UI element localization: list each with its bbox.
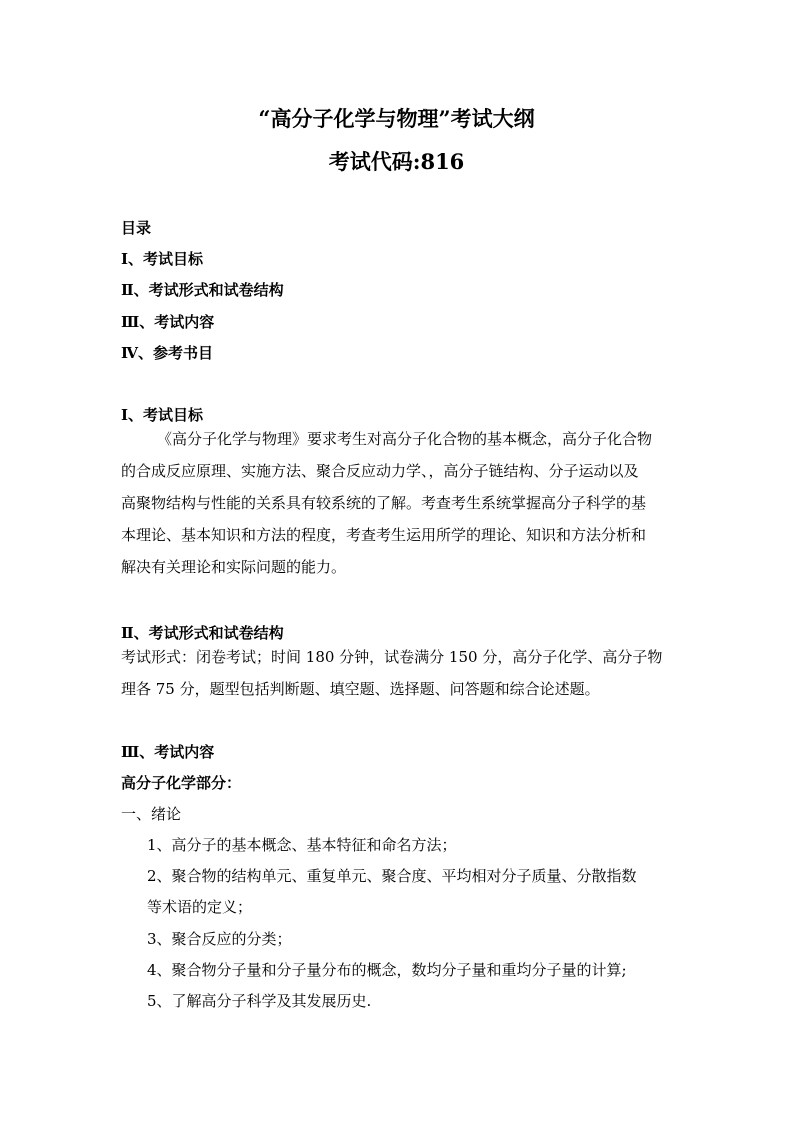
list-item: 5、了解高分子科学及其发展历史. — [147, 992, 372, 1010]
section-paragraph — [121, 641, 674, 705]
document-title: “高分子化学与物理”考试大纲 — [258, 106, 535, 131]
paragraph-line: 本理论、基本知识和方法的程度，考查考生运用所学的理论、知识和方法分析和 — [121, 526, 647, 544]
paragraph-line: 解决有关理论和实际问题的能力。 — [121, 558, 347, 576]
paragraph-line: 《高分子化学与物理》要求考生对高分子化合物的基本概念，高分子化合物 — [157, 430, 653, 448]
toc-item: Ⅰ、考试目标 — [121, 250, 204, 268]
section-heading: Ⅰ、考试目标 — [121, 406, 204, 424]
list-item: 4、聚合物分子量和分子量分布的概念，数均分子量和重均分子量的计算; — [147, 961, 627, 979]
chapter-heading: 一、绪论 — [121, 805, 182, 823]
list-item: 1、高分子的基本概念、基本特征和命名方法； — [147, 836, 457, 854]
section-heading: Ⅲ、考试内容 — [121, 743, 215, 761]
part-heading: 高分子化学部分： — [121, 774, 242, 792]
toc-item: Ⅳ、参考书目 — [121, 344, 214, 362]
toc-heading: 目录 — [121, 219, 152, 237]
paragraph-line: 考试形式：闭卷考试；时间 180 分钟，试卷满分 150 分，高分子化学、高分子物 — [121, 648, 663, 666]
section-heading: Ⅱ、考试形式和试卷结构 — [121, 624, 284, 642]
section-paragraph — [121, 423, 674, 583]
paragraph-line: 的合成反应原理、实施方法、聚合反应动力学、，高分子链结构、分子运动以及 — [121, 462, 639, 480]
list-item-continuation: 等术语的定义； — [147, 898, 253, 916]
exam-code: 考试代码:816 — [328, 149, 465, 174]
toc-item: Ⅱ、考试形式和试卷结构 — [121, 281, 284, 299]
list-item: 3、聚合反应的分类； — [147, 930, 292, 948]
list-item: 2、聚合物的结构单元、重复单元、聚合度、平均相对分子质量、分散指数 — [147, 867, 637, 885]
toc-item: Ⅲ、考试内容 — [121, 313, 215, 331]
paragraph-line: 理各 75 分，题型包括判断题、填空题、选择题、问答题和综合论述题。 — [121, 680, 600, 698]
paragraph-line: 高聚物结构与性能的关系具有较系统的了解。考查考生系统掌握高分子科学的基 — [121, 494, 647, 512]
